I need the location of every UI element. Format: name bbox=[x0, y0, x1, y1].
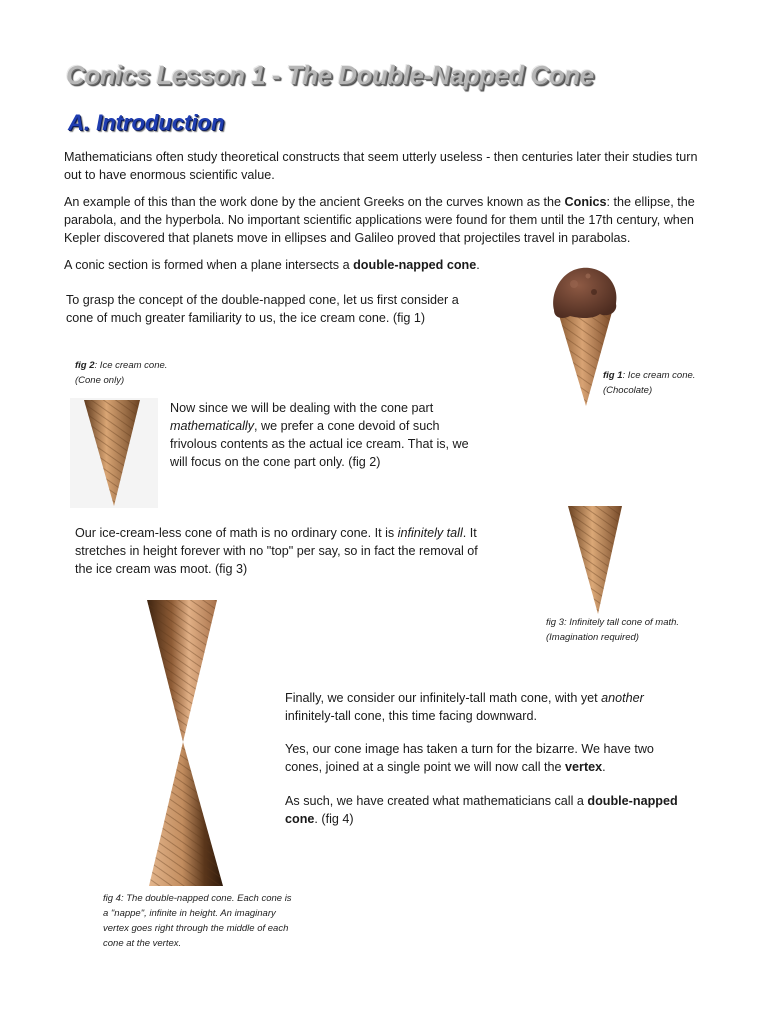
double-napped-cone-term-2: double-napped cone bbox=[285, 794, 678, 826]
conics-term: Conics bbox=[564, 195, 607, 209]
fig2-caption: fig 2: Ice cream cone. (Cone only) bbox=[75, 360, 168, 386]
double-napped-paragraph: As such, we have created what mathematicians call a double-napped cone. (fig 4) bbox=[285, 794, 678, 826]
infinitely-tall-term: infinitely tall bbox=[397, 526, 463, 540]
fig1-caption: fig 1: Ice cream cone. (Chocolate) bbox=[603, 370, 696, 396]
double-napped-cone-image bbox=[145, 598, 225, 888]
conic-section-paragraph: A conic section is formed when a plane intersects a double-napped cone. bbox=[64, 258, 480, 272]
another-term: another bbox=[601, 691, 644, 705]
ice-cream-paragraph: To grasp the concept of the double-napped cone, let us first consider a cone of much greater familiarity to us, the ice cream cone. (fig 1) bbox=[66, 293, 459, 325]
finally-paragraph: Finally, we consider our infinitely-tall math cone, with yet another infinitely-tall cone, this time facing downward. bbox=[285, 691, 644, 723]
infinite-cone-paragraph: Our ice-cream-less cone of math is no ordinary cone. It is infinitely tall. It stretches in height forever with no "top" per say, so in fact the removal of the ice cream was moot. (fig 3) bbox=[75, 526, 478, 576]
vertex-term: vertex bbox=[565, 760, 603, 774]
page-title: Conics Lesson 1 - The Double-Napped Cone bbox=[66, 60, 594, 90]
conics-paragraph: An example of this than the work done by the ancient Greeks on the curves known as the Conics: the ellipse, the parabola, and the hyperbola. No important scientific applications were found for them until the 17th century, when Kepler discovered that planets move in ellipses and Galileo proved that projectiles travel in parabolas. bbox=[64, 195, 695, 245]
fig3-caption: fig 3: Infinitely tall cone of math. (Imagination required) bbox=[546, 617, 680, 643]
cone-part-paragraph: Now since we will be dealing with the cone part mathematically, we prefer a cone devoid of such frivolous contents as the actual ice cream. That is, we will focus on the cone part only. (fig 2) bbox=[170, 401, 469, 469]
cone-only-image bbox=[70, 398, 158, 508]
infinite-cone-image bbox=[562, 504, 628, 616]
double-napped-cone-term: double-napped cone bbox=[353, 258, 477, 272]
intro-paragraph: Mathematicians often study theoretical constructs that seem utterly useless - then centuries later their studies turn out to have enormous scientific value. bbox=[64, 150, 698, 182]
section-heading: A. Introduction bbox=[68, 110, 225, 135]
vertex-paragraph: Yes, our cone image has taken a turn for the bizarre. We have two cones, joined at a single point we will now call the vertex. bbox=[285, 742, 654, 774]
fig4-caption: fig 4: The double-napped cone. Each cone is a "nappe", infinite in height. An imaginary vertex goes right through the middle of each cone at the vertex. bbox=[103, 893, 292, 949]
mathematically-term: mathematically bbox=[170, 419, 254, 433]
